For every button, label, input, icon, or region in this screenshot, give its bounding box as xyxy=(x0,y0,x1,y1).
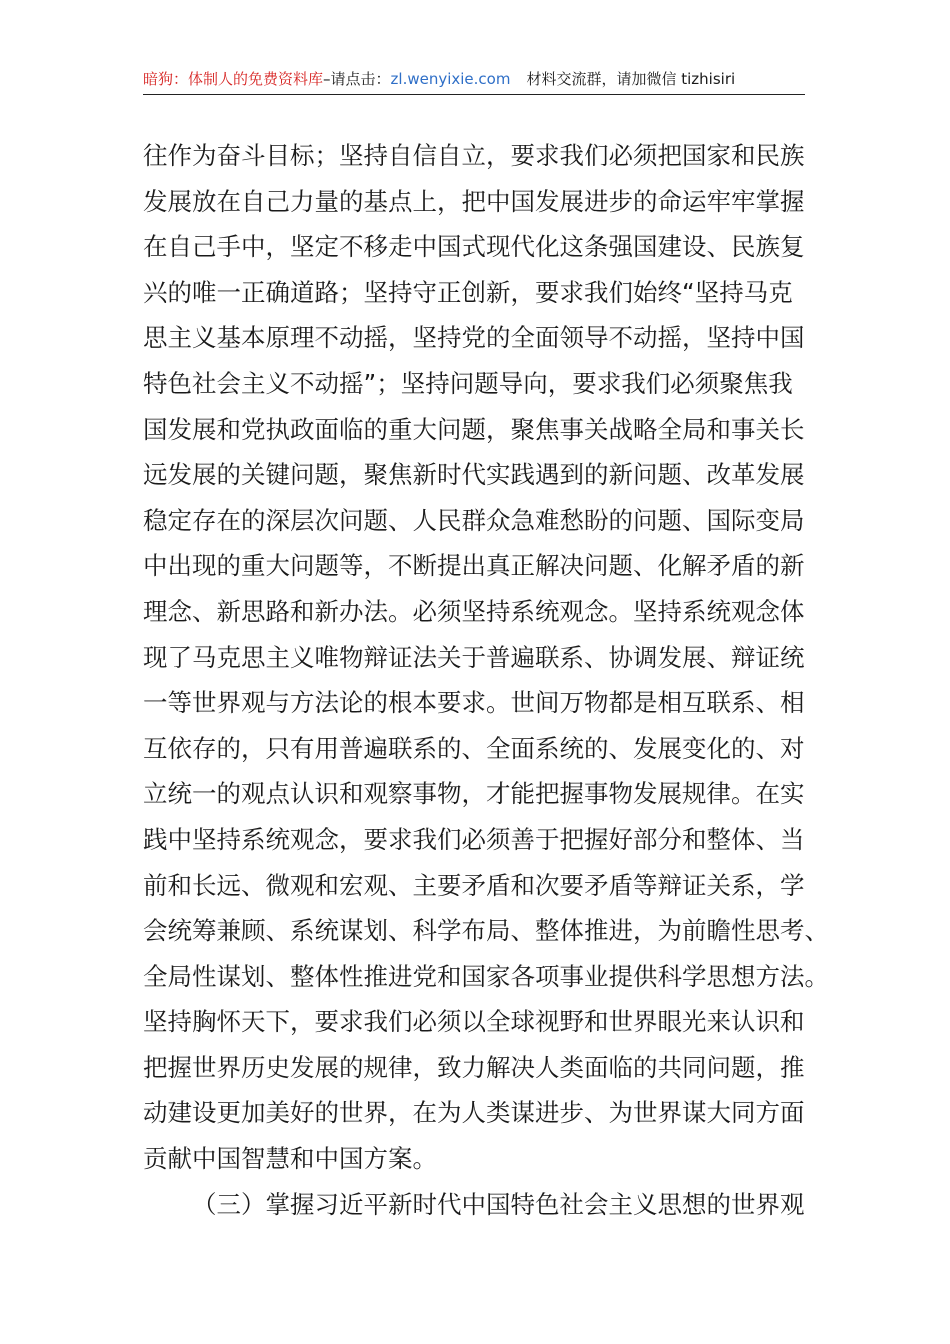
body-line: 互依存的，只有用普遍联系的、全面系统的、发展变化的、对 xyxy=(143,733,805,763)
body-line: 发展放在自己力量的基点上，把中国发展进步的命运牢牢掌握 xyxy=(143,186,805,216)
body-line: 中出现的重大问题等，不断提出真正解决问题、化解矛盾的新 xyxy=(143,551,805,581)
body-line: 思主义基本原理不动摇，坚持党的全面领导不动摇，坚持中国 xyxy=(143,323,805,353)
body-line: 稳定存在的深层次问题、人民群众急难愁盼的问题、国际变局 xyxy=(143,505,805,535)
header-url-link[interactable]: zl.wenyixie.com xyxy=(390,70,511,88)
header-brand: 暗狗：体制人的免费资料库 xyxy=(143,70,324,88)
body-line: 远发展的关键问题，聚焦新时代实践遇到的新问题、改革发展 xyxy=(143,460,805,490)
body-line: 把握世界历史发展的规律，致力解决人类面临的共同问题，推 xyxy=(143,1052,805,1082)
body-line: 兴的唯一正确道路；坚持守正创新，要求我们始终“坚持马克 xyxy=(143,277,793,307)
body-line: 往作为奋斗目标；坚持自信自立，要求我们必须把国家和民族 xyxy=(143,141,805,170)
body-line: 在自己手中，坚定不移走中国式现代化这条强国建设、民族复 xyxy=(143,232,805,262)
document-body xyxy=(143,133,829,1227)
header-group-note: 材料交流群，请加微信 tizhisiri xyxy=(526,70,736,88)
page-header xyxy=(143,68,805,95)
body-line: 践中坚持系统观念，要求我们必须善于把握好部分和整体、当 xyxy=(143,824,805,854)
header-prompt: –请点击： xyxy=(323,70,391,88)
body-line: 理念、新思路和新办法。必须坚持系统观念。坚持系统观念体 xyxy=(143,596,805,626)
body-line: 国发展和党执政面临的重大问题，聚焦事关战略全局和事关长 xyxy=(143,414,805,444)
body-line: 一等世界观与方法论的根本要求。世间万物都是相互联系、相 xyxy=(143,688,805,718)
body-line: 贡献中国智慧和中国方案。 xyxy=(143,1144,437,1174)
body-line: 现了马克思主义唯物辩证法关于普遍联系、协调发展、辩证统 xyxy=(143,642,805,672)
body-line: 全局性谋划、整体性推进党和国家各项事业提供科学思想方法。 xyxy=(143,961,829,991)
body-line: 会统筹兼顾、系统谋划、科学布局、整体推进，为前瞻性思考、 xyxy=(143,916,829,946)
body-line: 动建设更加美好的世界，在为人类谋进步、为世界谋大同方面 xyxy=(143,1098,805,1128)
body-line: 特色社会主义不动摇”；坚持问题导向，要求我们必须聚焦我 xyxy=(143,368,793,398)
body-line: 坚持胸怀天下，要求我们必须以全球视野和世界眼光来认识和 xyxy=(143,1007,805,1037)
section-heading: （三）掌握习近平新时代中国特色社会主义思想的世界观 xyxy=(192,1189,805,1219)
body-line: 立统一的观点认识和观察事物，才能把握事物发展规律。在实 xyxy=(143,779,805,809)
body-line: 前和长远、微观和宏观、主要矛盾和次要矛盾等辩证关系，学 xyxy=(143,870,805,900)
